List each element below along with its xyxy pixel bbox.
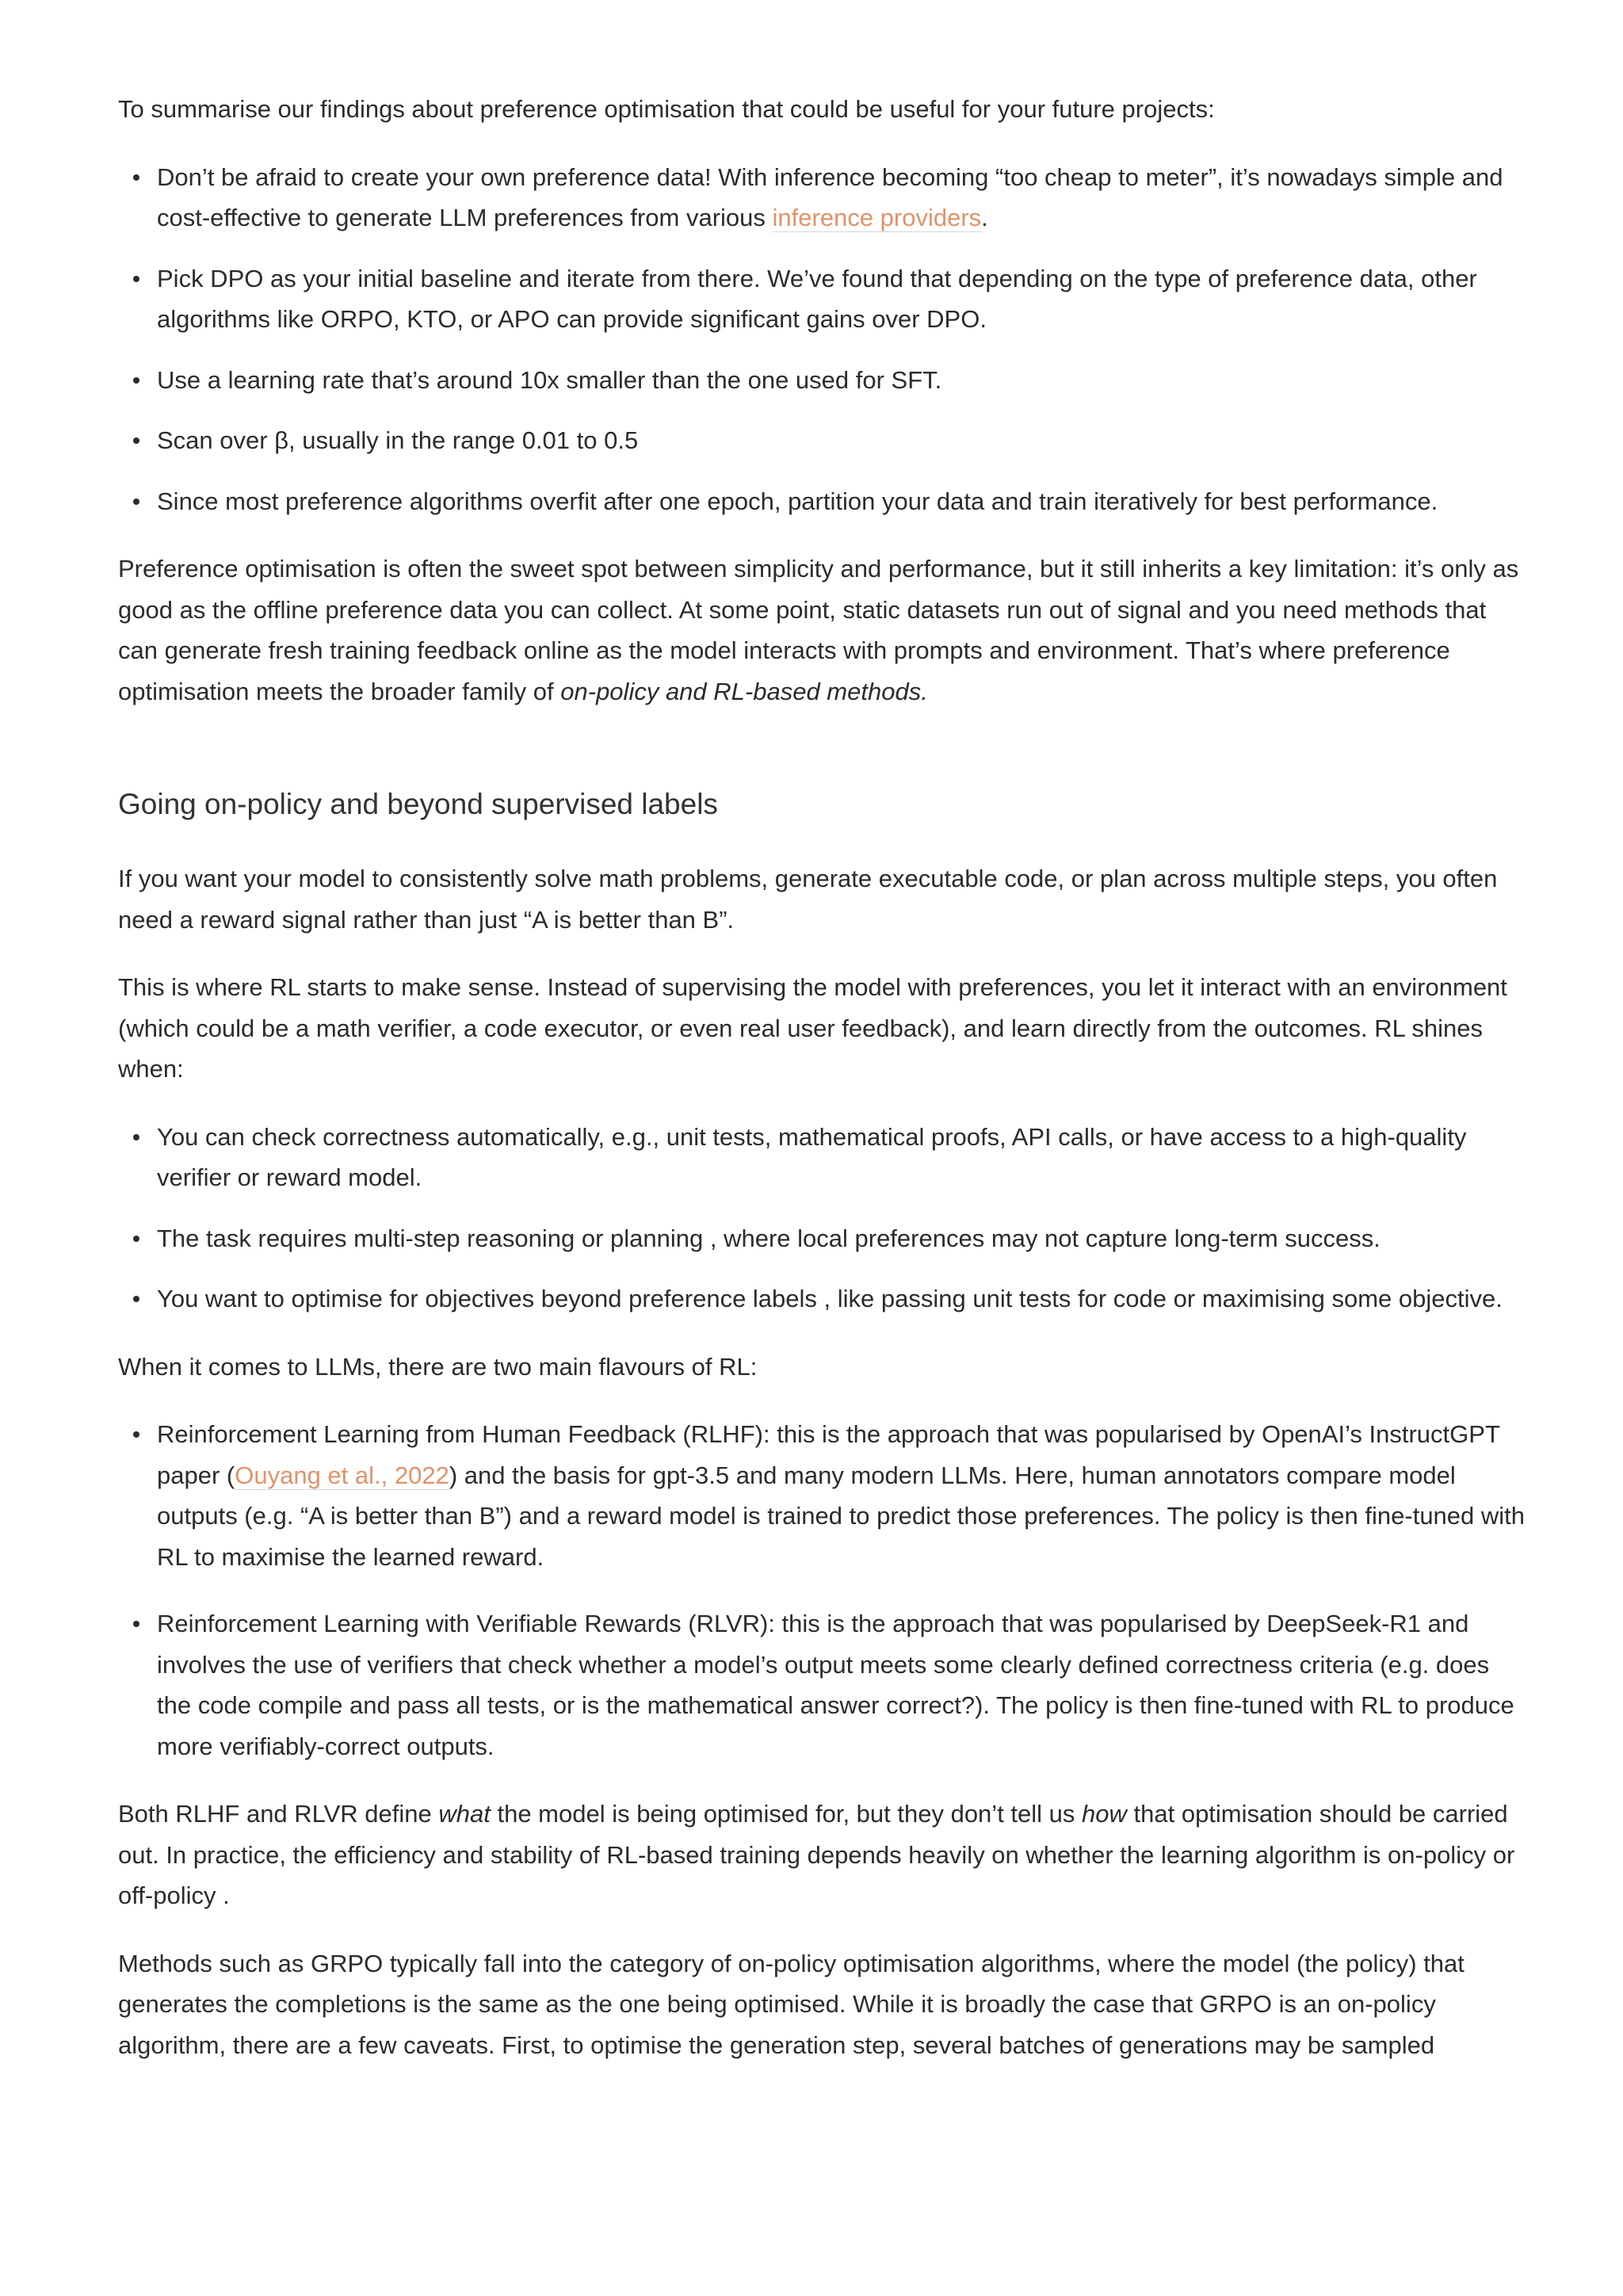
paragraph-text: that optimisation should be carried out. In practice, the efficiency and stability of RL-based training depends heavily on whether the learning algorithm is on-policy or off-policy . (118, 1800, 1515, 1909)
rlhf-rlvr-paragraph (118, 1794, 1529, 1916)
paragraph-text: Preference optimisation is often the sweet spot between simplicity and performance, but it still inherits a key limitation: it’s only as good as the offline preference data you can collect. At some point, static datasets run out of signal and you need methods that can generate fresh training feedback online as the model interacts with prompts and environment. That’s where preference optimisation meets the broader family of (118, 555, 1519, 705)
list-item (157, 1414, 1529, 1577)
list-item: You can check correctness automatically, e.g., unit tests, mathematical proofs, API calls, or have access to a high-quality verifier or reward model. (157, 1117, 1529, 1198)
rl-intro-paragraph: This is where RL starts to make sense. Instead of supervising the model with preferences, you let it interact with an environment (which could be a math verifier, a code executor, or even real user feedback), and learn directly from the outcomes. RL shines when: (118, 973, 1507, 1083)
finding-text: Don’t be afraid to create your own preference data! With inference becoming “too cheap to meter”, it’s nowadays simple and cost-effective to generate LLM preferences from various (157, 162, 1503, 231)
ouyang-citation-link[interactable]: Ouyang et al., 2022 (235, 1461, 449, 1489)
rl-when-list (118, 1117, 1529, 1320)
list-item: You want to optimise for objectives beyond preference labels , like passing unit tests for code or maximising some objective. (157, 1278, 1529, 1320)
list-item: Scan over β, usually in the range 0.01 to 0.5 (157, 420, 1529, 461)
reward-signal-paragraph: If you want your model to consistently solve math problems, generate executable code, or plan across multiple steps, you often need a reward signal rather than just “A is better than B”. (118, 865, 1498, 934)
article-body (118, 89, 1529, 2092)
italic-how: how (1082, 1800, 1127, 1828)
italic-text: on-policy and RL-based methods. (560, 677, 928, 705)
paragraph-text: Both RLHF and RLVR define (118, 1800, 439, 1828)
italic-what: what (438, 1800, 491, 1828)
list-item: Reinforcement Learning with Verifiable Rewards (RLVR): this is the approach that was popularised by DeepSeek-R1 and involves the use of verifiers that check whether a model’s output meets some clearly defined correctness criteria (e.g. does the code compile and pass all tests, or is the mathematical answer correct?). The policy is then fine-tuned with RL to produce more verifiably-correct outputs. (157, 1603, 1529, 1767)
finding-text-end: . (981, 204, 988, 231)
list-item: Use a learning rate that’s around 10x smaller than the one used for SFT. (157, 360, 1529, 401)
list-item: The task requires multi-step reasoning or planning , where local preferences may not capture long-term success. (157, 1218, 1529, 1259)
list-item: Pick DPO as your initial baseline and iterate from there. We’ve found that depending on the type of preference data, other algorithms like ORPO, KTO, or APO can provide significant gains over DPO. (157, 258, 1529, 340)
list-item (157, 157, 1529, 239)
paragraph-text: the model is being optimised for, but they don’t tell us (490, 1800, 1083, 1828)
flavours-paragraph: When it comes to LLMs, there are two main flavours of RL: (118, 1352, 758, 1381)
section-heading: Going on-policy and beyond supervised labels (118, 788, 718, 820)
intro-paragraph: To summarise our findings about preference optimisation that could be useful for your future projects: (118, 95, 1215, 123)
findings-list (118, 157, 1529, 522)
grpo-paragraph: Methods such as GRPO typically fall into the category of on-policy optimisation algorithms, where the model (the policy) that generates the completions is the same as the one being optimised. While it is broadly the case that GRPO is an on-policy algorithm, there are a few caveats. First, to optimise the generation step, several batches of generations may be sampled (118, 1949, 1465, 2059)
preference-limitation-paragraph (118, 548, 1529, 712)
rlhf-text-end: ) and the basis for gpt-3.5 and many modern LLMs. Here, human annotators compare model outputs (e.g. “A is better than B”) and a reward model is trained to predict those preferences. The policy is then fine-tuned with RL to maximise the learned reward. (157, 1461, 1526, 1571)
rlhf-text: Reinforcement Learning from Human Feedback (RLHF): this is the approach that was popularised by OpenAI’s InstructGPT paper ( (157, 1420, 1500, 1489)
flavours-list (118, 1414, 1529, 1767)
list-item: Since most preference algorithms overfit after one epoch, partition your data and train iteratively for best performance. (157, 481, 1529, 522)
inference-providers-link[interactable]: inference providers (772, 204, 982, 231)
